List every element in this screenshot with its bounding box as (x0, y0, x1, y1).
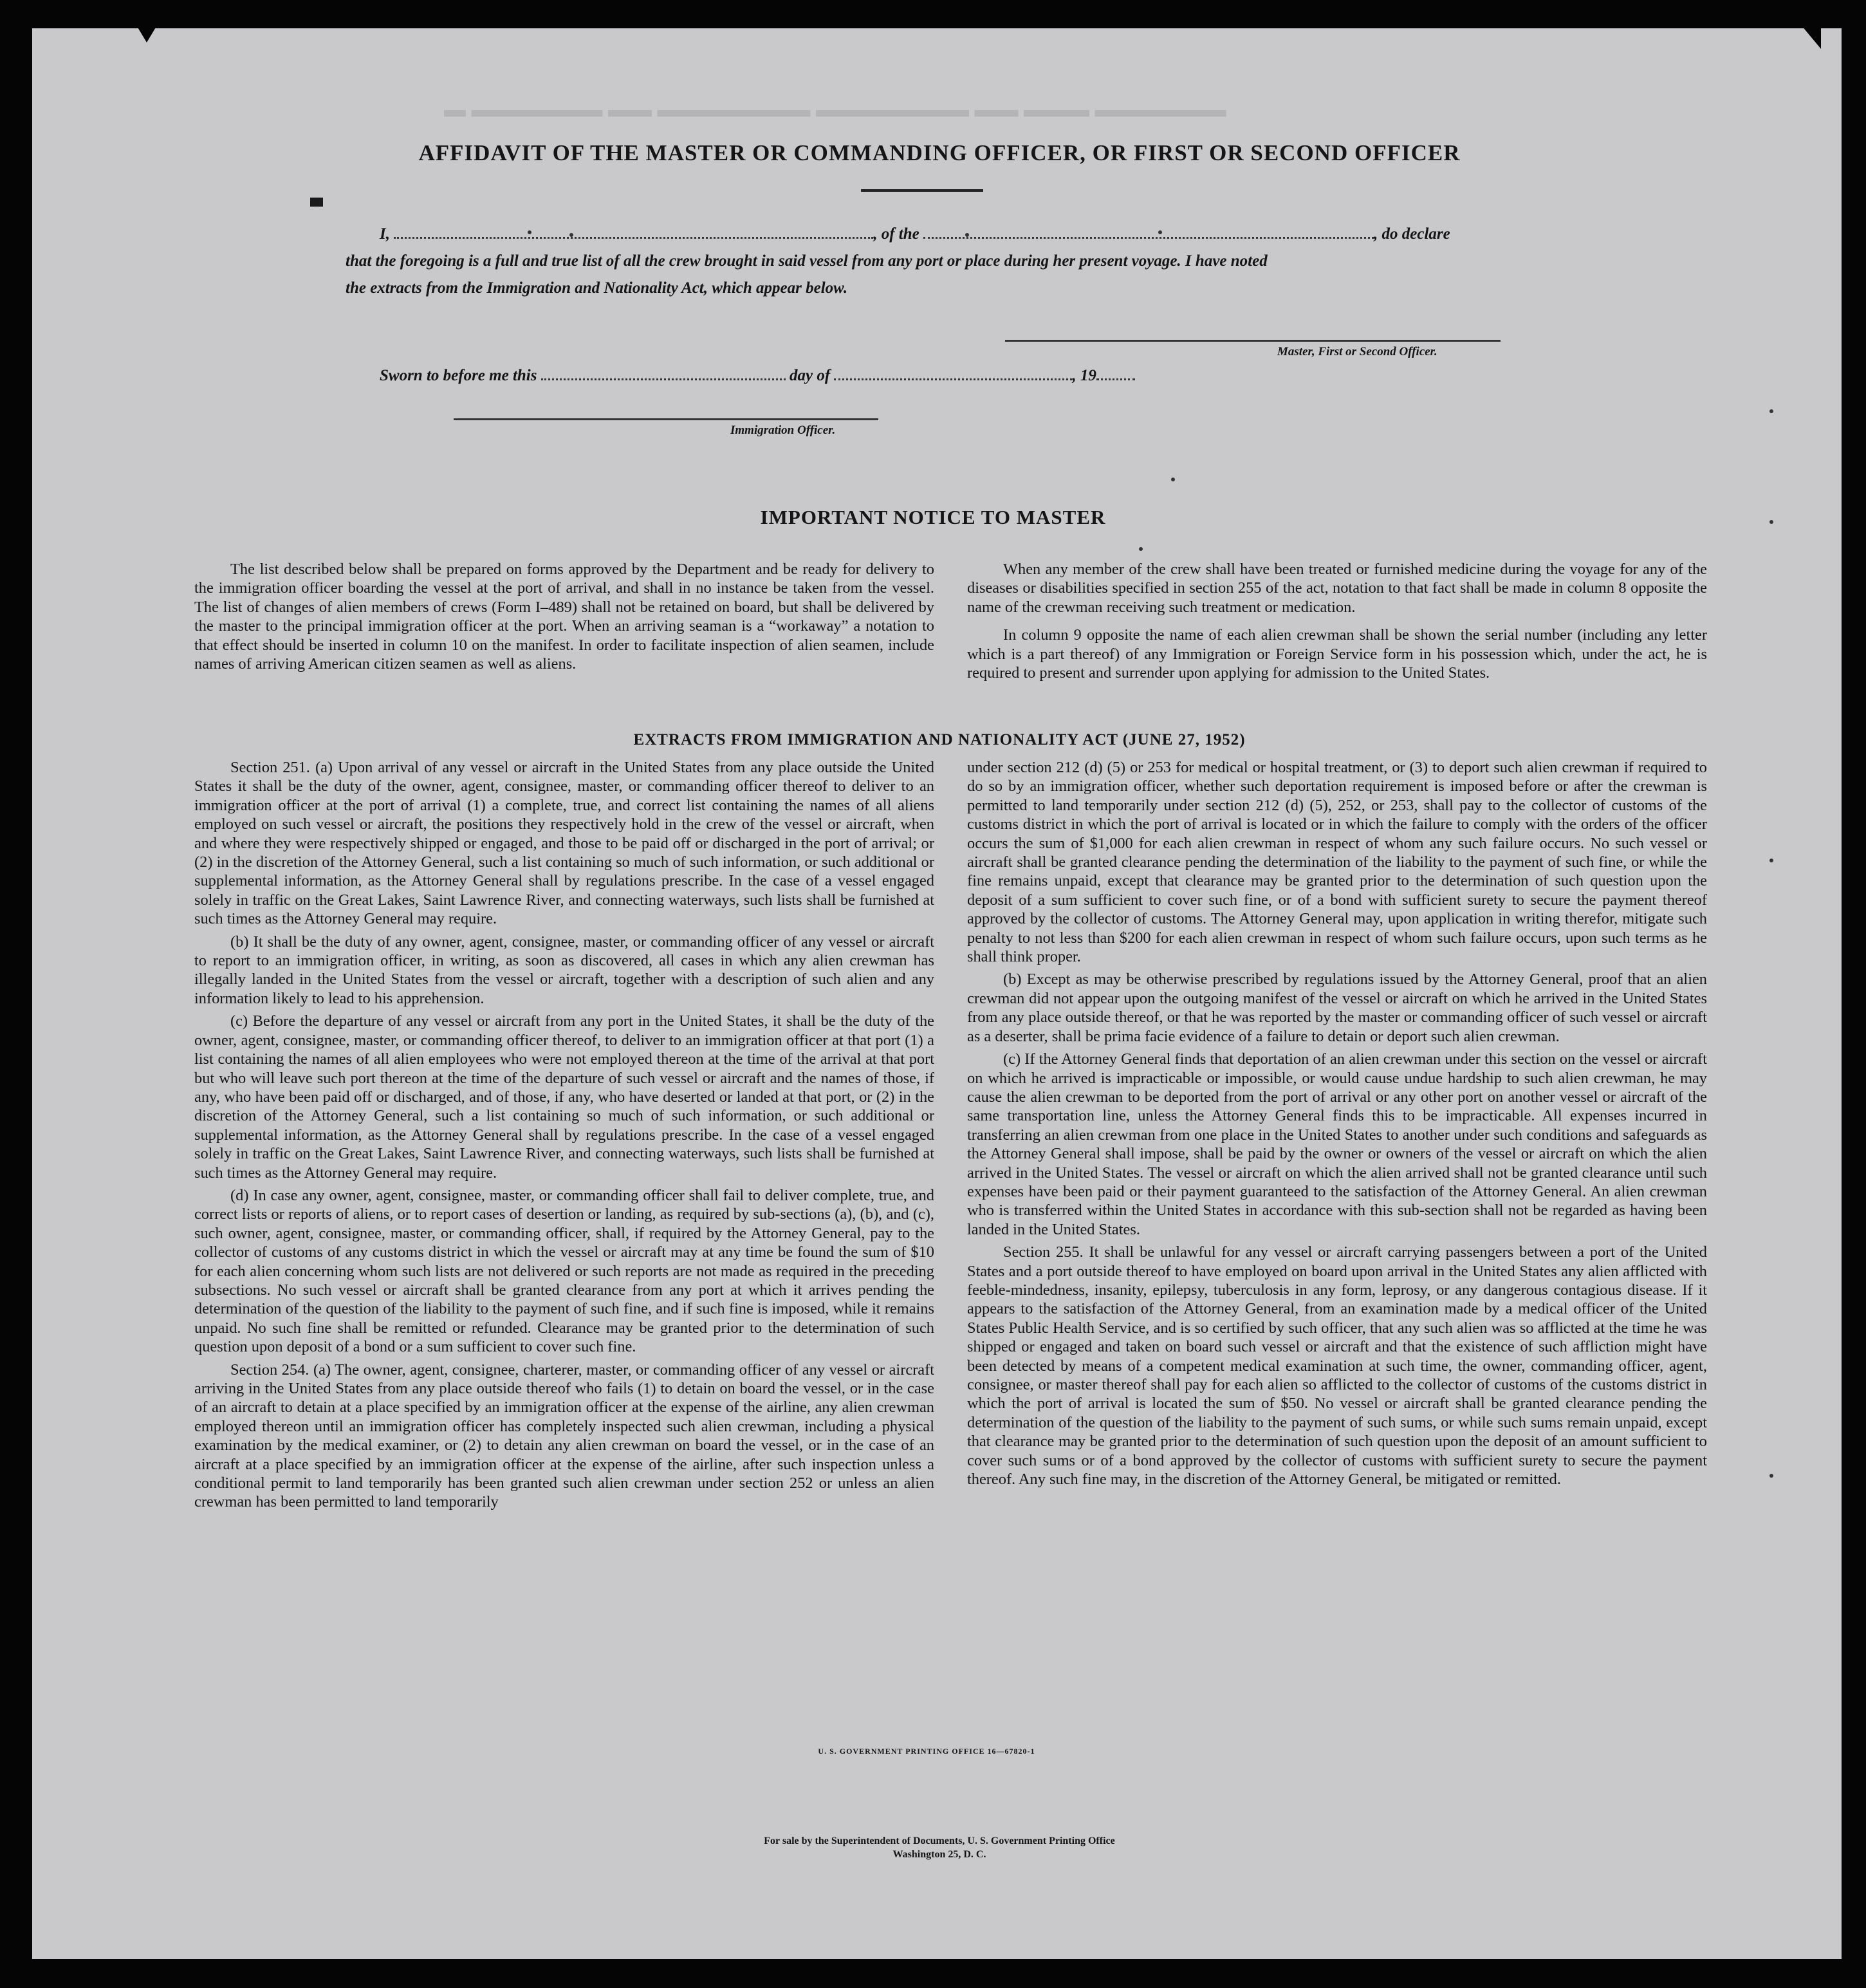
notice-right-column (967, 560, 1707, 686)
footer (534, 1834, 1345, 1861)
of-the-label: , of the (873, 225, 919, 243)
section-254-a-continued: under section 212 (d) (5) or 253 for medical or hospital treatment, or (3) to deport such alien crewman if required to do so by an immigration officer, whether such deportation requirement is imposed before or after the crewman is permitted to land temporarily under section 212 (d) (5), 252, or 253, shall pay to the collector of customs of the customs district in which the port of arrival is located or in which the failure to comply with the orders of the officer occurs the sum of $1,000 for each alien crewman in respect of whom any such failure occurs. No such vessel or aircraft shall be granted clearance pending the determination of the liability to the payment of such fine, or while the fine remains unpaid, except that clearance may be granted prior to the determination of such question upon the deposit of a sum sufficient to cover such fine, or of a bond with sufficient surety to secure the payment thereof approved by the collector of customs. The Attorney General may, upon application in writing therefor, mitigate such penalty to not less than $200 for each alien crewman in respect of whom such failure occurs, upon such terms as he shall think proper. (967, 759, 1707, 966)
day-blank (541, 378, 786, 380)
speck (1171, 478, 1175, 481)
i-label: I, (380, 225, 390, 243)
notice-right-paragraph-1: When any member of the crew shall have been treated or furnished medicine during the voyage for any of the diseases or disabilities specified in section 255 of the act, notation to that fact shall be made in column 8 opposite the name of the crewman receiving such treatment or medication. (967, 561, 1707, 616)
bleed-through-text: ▬ ▬▬▬▬▬▬ ▬▬ ▬▬▬▬▬▬▬ ▬▬▬▬▬▬▬ ▬▬ ▬▬▬ ▬▬▬▬▬▬ (444, 105, 1226, 129)
speck (965, 233, 969, 237)
sworn-line (380, 367, 1135, 385)
master-signature-label: Master, First or Second Officer. (1277, 345, 1437, 358)
master-signature-line (1005, 340, 1501, 342)
section-251-a: Section 251. (a) Upon arrival of any vessel or aircraft in the United States from any place outside the United States it shall be the duty of the owner, agent, consignee, master, or commanding officer thereof to deliver to an immigration officer at the port of arrival (1) a complete, true, and correct list containing the names of all aliens employed on such vessel or aircraft, the positions they respectively hold in the crew of the vessel or aircraft, when and where they were respectively shipped or engaged, and those to be paid off or discharged in the port of arrival; or (2) in the discretion of the Attorney General, such a list containing so much of such information, or such additional or supplemental information, as the Attorney General shall by regulations prescribe. In the case of a vessel engaged solely in traffic on the Great Lakes, Saint Lawrence River, and connecting waterways, such lists shall be furnished at such times as the Attorney General may require. (194, 759, 934, 928)
speck (1769, 409, 1773, 413)
ink-blot (310, 198, 323, 207)
day-of-label: day of (789, 367, 831, 384)
declaration-text-2: the extracts from the Immigration and Nationality Act, which appear below. (346, 279, 848, 297)
title-rule (861, 189, 983, 192)
section-251-c: (c) Before the departure of any vessel or aircraft from any port in the United States, it shall be the duty of the owner, agent, consignee, master, or commanding officer thereof, to deliver to an immigration officer at that port (1) a list containing the names of all alien employees who were not employed thereon at the time of the arrival at that port but who will leave such port thereon at the time of the departure of such vessel or aircraft and the names of those, if any, who have been paid off or discharged, and of those, if any, who have deserted or landed at that port, or (2) in the discretion of the Attorney General, such a list containing so much of such information, or such additional or supplemental information, as the Attorney General shall by regulations prescribe. In the case of a vessel engaged solely in traffic on the Great Lakes, Saint Lawrence River, and connecting waterways, such lists shall be furnished at such times as the Attorney General may require. (194, 1012, 934, 1182)
officer-signature-label: Immigration Officer. (730, 423, 836, 437)
gpo-imprint: U. S. GOVERNMENT PRINTING OFFICE 16—67820-1 (818, 1747, 1035, 1756)
vessel-blank (923, 237, 1374, 239)
name-blank (394, 237, 873, 239)
notice-title: IMPORTANT NOTICE TO MASTER (760, 506, 1106, 528)
speck (1769, 520, 1773, 524)
notice-left-column (194, 560, 934, 677)
footer-line-1: For sale by the Superintendent of Documents, U. S. Government Printing Office (764, 1835, 1115, 1846)
speck (1769, 859, 1773, 862)
document-page (32, 28, 1842, 1959)
speck (1769, 1474, 1773, 1478)
extracts-right-column (967, 758, 1707, 1492)
speck (1158, 230, 1162, 234)
year-label: , 19 (1072, 367, 1096, 384)
speck (1139, 547, 1143, 551)
extracts-title: EXTRACTS FROM IMMIGRATION AND NATIONALITY ACT (JUNE 27, 1952) (633, 731, 1246, 748)
speck (569, 233, 573, 237)
declaration-text-1: that the foregoing is a full and true list of all the crew brought in said vessel from any port or place during her present voyage. I have noted (346, 252, 1268, 270)
notice-right-paragraph-2: In column 9 opposite the name of each alien crewman shall be shown the serial number (including any letter which is a part thereof) of any Immigration or Foreign Service form in his possession which, under the act, he is required to present and surrender upon applying for admission to the United States. (967, 626, 1707, 682)
officer-signature-line (454, 418, 878, 420)
section-254-a: Section 254. (a) The owner, agent, consignee, charterer, master, or commanding officer of any vessel or aircraft arriving in the United States from any place outside thereof who fails (1) to detain on board the vessel, or in the case of an aircraft to detain at a place specified by an immigration officer at the expense of the airline, any alien crewman employed thereon until an immigration officer has completely inspected such alien crewman, including a physical examination by the medical examiner, or (2) to detain any alien crewman on board the vessel, or in the case of an aircraft at a place specified by an immigration officer at the expense of the airline, after such inspection unless a conditional permit to land temporarily has been granted such alien crewman under section 252 or unless an alien crewman has been permitted to land temporarily (194, 1361, 934, 1511)
notice-left-paragraph: The list described below shall be prepared on forms approved by the Department and be ready for delivery to the immigration officer boarding the vessel at the port of arrival, and shall in no instance be taken from the vessel. The list of changes of alien members of crews (Form I–489) shall not be retained on board, but shall be delivered by the master to the principal immigration officer at the port. When an arriving seaman is a “workaway” a notation to that effect should be inserted in column 10 on the manifest. In order to facilitate inspection of alien seamen, include names of arriving American citizen seamen as well as aliens. (194, 561, 934, 673)
month-blank (834, 378, 1072, 380)
affidavit-title: AFFIDAVIT OF THE MASTER OR COMMANDING OFFICER, OR FIRST OR SECOND OFFICER (418, 140, 1461, 165)
sworn-label: Sworn to before me this (380, 367, 537, 384)
declaration-line (380, 225, 1450, 243)
section-254-c: (c) If the Attorney General finds that deportation of an alien crewman under this section on the vessel or aircraft on which he arrived is impracticable or impossible, or would cause undue hardship to such alien crewman, he may cause the alien crewman to be deported from the port of arrival or any other port on another vessel or aircraft of the same transportation line, unless the Attorney General finds this to be impracticable. All expenses incurred in transferring an alien crewman from one place in the United States to another under such conditions and safeguards as the Attorney General shall impose, shall be paid by the owner or owners of the vessel or aircraft on which the alien arrived in the United States. The vessel or aircraft on which the alien arrived shall not be granted clearance until such expenses have been paid or their payment guaranteed to the satisfaction of the Attorney General. An alien crewman who is transferred within the United States in accordance with this sub-section shall not be regarded as having been landed in the United States. (967, 1050, 1707, 1238)
section-251-b: (b) It shall be the duty of any owner, agent, consignee, master, or commanding officer of any vessel or aircraft to report to an immigration officer, in writing, as soon as discovered, all cases in which any alien crewman has illegally landed in the United States from the vessel or aircraft, together with a description of such alien and any information likely to lead to his apprehension. (194, 933, 934, 1007)
year-blank (1096, 378, 1135, 380)
do-declare-label: , do declare (1374, 225, 1450, 243)
footer-line-2: Washington 25, D. C. (892, 1849, 986, 1860)
speck (528, 230, 531, 234)
section-251-d: (d) In case any owner, agent, consignee, master, or commanding officer shall fail to deliver complete, true, and correct lists or reports of aliens, or to report cases of desertion or landing, as required by sub-sections (a), (b), and (c), such owner, agent, consignee, master, or commanding officer, shall, if required by the Attorney General, pay to the collector of customs of any customs district in which the vessel or aircraft may at any time be found the sum of $10 for each alien concerning whom such lists are not delivered or such reports are not made as required in the preceding subsections. No such vessel or aircraft shall be granted clearance from any port at which it arrives pending the determination of the question of the liability to the payment of such fine, and if such fine is imposed, while it remains unpaid. No such fine shall be remitted or refunded. Clearance may be granted prior to the determination of such question upon deposit of a bond or a sum sufficient to cover such fine. (194, 1186, 934, 1356)
extracts-left-column (194, 758, 934, 1516)
section-254-b: (b) Except as may be otherwise prescribed by regulations issued by the Attorney General, proof that an alien crewman did not appear upon the outgoing manifest of the vessel or aircraft on which he arrived in the United States from any place outside thereof, or that he was reported by the master or commanding officer of such vessel or aircraft as a deserter, shall be prima facie evidence of a failure to detain or deport such alien crewman. (967, 971, 1707, 1045)
section-255: Section 255. It shall be unlawful for any vessel or aircraft carrying passengers between a port of the United States and a port outside thereof to have employed on board upon arrival in the United States any alien afflicted with feeble-mindedness, insanity, epilepsy, tuberculosis in any form, leprosy, or any dangerous contagious disease. If it appears to the satisfaction of the Attorney General, from an examination made by a medical officer of the United States Public Health Service, and is so certified by such officer, that any such alien was so afflicted at the time he was shipped or engaged and taken on board such vessel or aircraft and that the existence of such affliction might have been detected by means of a competent medical examination at such time, the owner, commanding officer, agent, consignee, or master thereof shall pay for each alien so afflicted to the collector of customs of the customs district in which the port of arrival is located the sum of $50. No vessel or aircraft shall be granted clearance pending the determination of the question of the liability to the payment of such sums, or while such sums remain unpaid, except that clearance may be granted prior to the determination of such question upon the deposit of an amount sufficient to cover such sums or of a bond approved by the collector of customs with sufficient surety to secure the payment thereof. Any such fine may, in the discretion of the Attorney General, be mitigated or remitted. (967, 1243, 1707, 1489)
